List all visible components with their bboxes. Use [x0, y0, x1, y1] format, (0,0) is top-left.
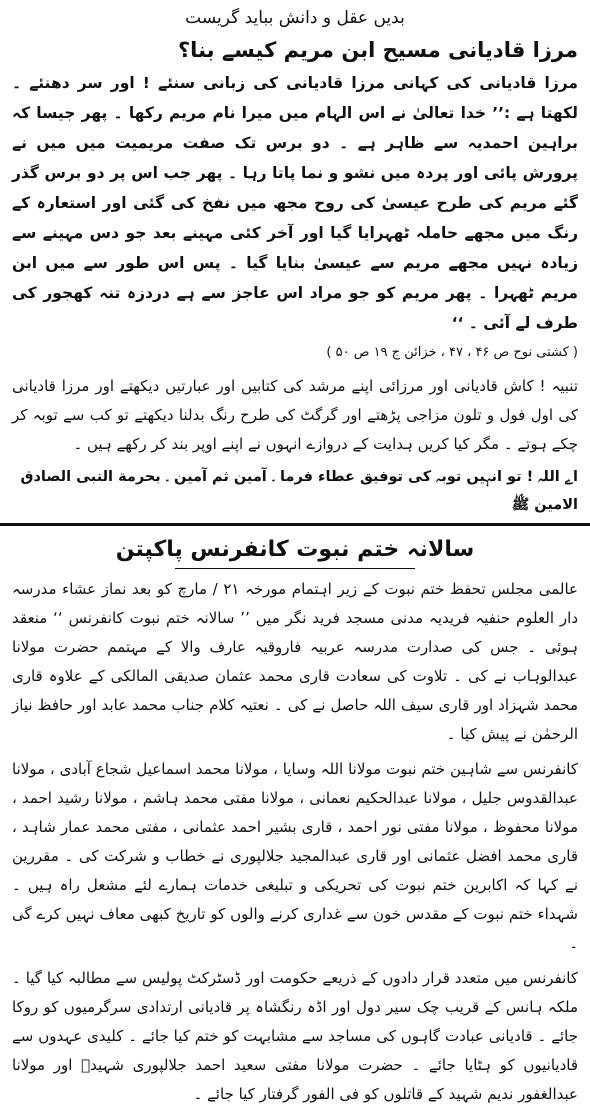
article-title: مرزا قادیانی مسیح ابن مریم کیسے بنا؟ — [178, 38, 578, 62]
news-paragraph-1: عالمی مجلس تحفظ ختم نبوت کے زیر اہتمام مورخہ ۲۱ / مارچ کو بعد نماز عشاء مدرسہ دار العلوم حنفیہ فریدیہ مدنی مسجد فرید نگر میں ’’ سالانہ ختم نبوت کانفرنس ‘‘ منعقد ہوئی ۔ جس کی صدارت مدرسہ عربیہ فاروقیہ عارف والا کے مہتمم حضرت مولانا عبدالوہاب نے کی ۔ تلاوت کی سعادت قاری محمد عثمان صدیقی المالکی کے علاوہ قاری محمد شہزاد اور قاری سیف اللہ حاصل نے کی ۔ نعتیہ کلام جناب محمد عابد اور حافظ نیاز الرحمٰن نے پیش کیا ۔ — [12, 580, 578, 743]
section-divider — [0, 523, 590, 526]
article-prayer: اے اللہ ! تو انہیں توبہ کی توفیق عطاء فرما ۔ آمین ثم آمین ۔ بحرمة النبی الصادق الامین ﷺ — [20, 469, 578, 513]
news-title-text: سالانہ ختم نبوت کانفرنس پاکپتن — [115, 537, 475, 562]
article-body: مرزا قادیانی کی کہانی مرزا قادیانی کی زبانی سنئے ! اور سر دھنئے ۔ لکھتا ہے :’’ خدا تعالیٰ نے اس الہام میں میرا نام مریم رکھا ۔ پھر جیسا کہ براہین احمدیہ سے ظاہر ہے ۔ دو برس تک صفت مریمیت میں میں نے پرورش پائی اور پردہ میں نشو و نما پاتا رہا ۔ پھر جب اس پر دو برس گذر گئے مریم کی طرح عیسیٰ کی روح مجھ میں نفخ کی گئی اور استعارہ کے رنگ میں مجھے حاملہ ٹھہرایا گیا اور آخر کئی مہینے بعد جو دس مہینے سے زیادہ نہیں مجھے مریم سے عیسیٰ بنایا گیا ۔ پس اس طور سے میں ابن مریم ٹھہرا ۔ پھر مریم کو جو مراد اس عاجز سے ہے دردزہ تنہ کھجور کی طرف لے آئی ۔ ‘‘ — [12, 74, 578, 332]
news-title-underline — [175, 568, 415, 569]
news-paragraph-3: کانفرنس میں متعدد قرار دادوں کے ذریعے حکومت اور ڈسٹرکٹ پولیس سے مطالبہ کیا گیا ۔ ملکہ ہانس کے قریب چک سیر دول اور اڈہ رنگشاہ پر قادیانی ارتدادی سرگرمیوں کو روکا جائے ۔ قادیانی عبادت گاہوں کی مساجد سے مشابہت کو ختم کیا جائے ۔ کلیدی عہدوں سے قادیانیوں کو ہٹایا جائے ۔ حضرت مولانا مفتی سعید احمد جلالپوری شہیدؒ اور مولانا عبدالغفور ندیم شہید کے قاتلوں کو فی الفور گرفتار کیا جائے ۔ — [12, 969, 578, 1103]
article-note: تنبیہ ! کاش قادیانی اور مرزائی اپنے مرشد کی کتابیں اور عبارتیں دیکھتے اور مرزا قادیانی کی اول فول و تلون مزاجی پڑھتے اور گرگٹ کی طرح رنگ بدلنا دیکھتے تو کب سے توبہ کر چکے ہوتے ۔ مگر کیا کریں ہدایت کے دروازے انہوں نے اپنے اوپر بند کر رکھے ہیں ۔ — [12, 377, 578, 453]
news-title — [12, 534, 578, 569]
article-reference: ( کشتی نوح ص ۴۶ ، ۴۷ ، خزائن ج ۱۹ ص ۵۰ ) — [326, 345, 578, 360]
page-header-motto: بدیں عقل و دانش بباید گریست — [185, 8, 405, 28]
news-paragraph-2: کانفرنس سے شاہین ختم نبوت مولانا اللہ وسایا ، مولانا محمد اسماعیل شجاع آبادی ، مولانا عبدالقدوس جلیل ، مولانا عبدالحکیم نعمانی ، مولانا مفتی محمد ہاشم ، مولانا رشید احمد ، مولانا محفوظ ، مولانا مفتی نور احمد ، قاری بشیر احمد عثمانی ، مفتی محمد عمار شاہد ، قاری محمد افضل عثمانی اور قاری عبدالمجید جلالپوری نے خطاب و شرکت کی ۔ مقررین نے کہا کہ اکابرین ختم نبوت کی تحریکی و تبلیغی خدمات ہمارے لئے مشعل راہ ہیں ۔ شہداء ختم نبوت کے مقدس خون سے غداری کرنے والوں کو تاریخ کبھی معاف نہیں کرے گی ۔ — [12, 760, 578, 952]
